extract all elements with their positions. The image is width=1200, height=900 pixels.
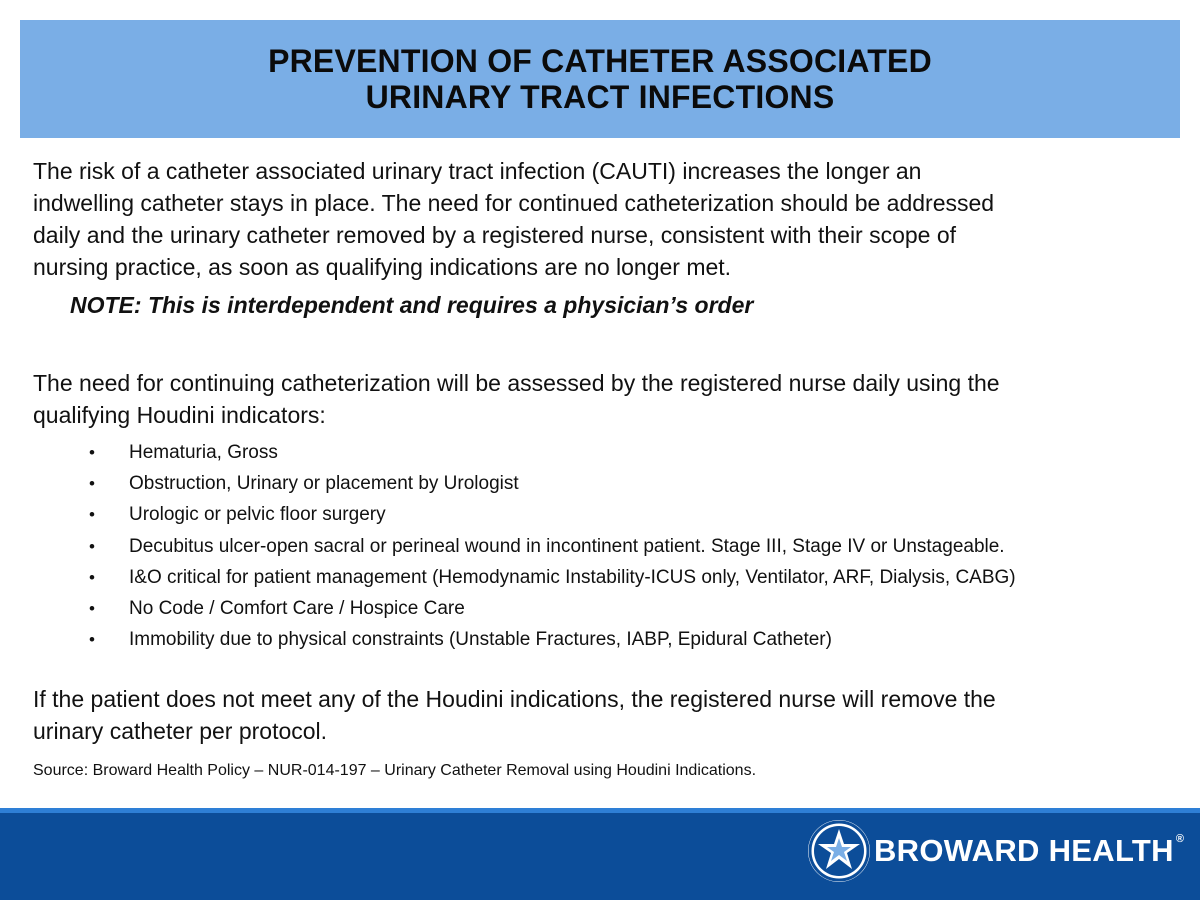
bullet-icon: •: [89, 536, 95, 556]
page-title-line-1: PREVENTION OF CATHETER ASSOCIATED: [268, 43, 932, 79]
physician-order-note: NOTE: This is interdependent and requires a physician’s order: [70, 292, 754, 318]
conclusion-paragraph: [33, 683, 1168, 747]
intro-line: nursing practice, as soon as qualifying indications are no longer met.: [33, 254, 732, 280]
list-item: [33, 531, 1168, 562]
source-citation: Source: Broward Health Policy – NUR-014-197 – Urinary Catheter Removal using Houdini Indications.: [33, 762, 757, 780]
indicator-text: Urologic or pelvic floor surgery: [129, 504, 386, 526]
broward-health-logo: [808, 820, 1184, 882]
conclusion-line: If the patient does not meet any of the Houdini indications, the registered nurse will remove the: [33, 686, 996, 713]
registered-mark: ®: [1175, 833, 1185, 845]
slide-content: [33, 155, 1168, 781]
bullet-icon: •: [89, 474, 95, 494]
brand-name: BROWARD HEALTH ®: [874, 833, 1185, 868]
intro-line: The risk of a catheter associated urinary tract infection (CAUTI) increases the longer an: [33, 158, 922, 184]
indicator-text: Obstruction, Urinary or placement by Urologist: [129, 473, 519, 495]
indicator-text: Decubitus ulcer-open sacral or perineal wound in incontinent patient. Stage III, Stage IV or Unstageable.: [129, 535, 1005, 557]
list-item: [33, 624, 1168, 655]
indicator-text: Hematuria, Gross: [129, 442, 278, 463]
intro-line: daily and the urinary catheter removed by a registered nurse, consistent with their scope of: [33, 222, 957, 248]
footer-divider: [0, 808, 1200, 813]
bullet-icon: •: [89, 630, 95, 650]
list-item: [33, 562, 1168, 593]
list-item: [33, 593, 1168, 624]
indicator-text: Immobility due to physical constraints (Unstable Fractures, IABP, Epidural Catheter): [129, 629, 832, 651]
page-title-line-2: URINARY TRACT INFECTIONS: [365, 79, 835, 115]
star-logo-icon: [808, 820, 870, 882]
list-item: [33, 499, 1168, 530]
houdini-indicator-list: [33, 437, 1168, 655]
footer-bar: [0, 808, 1200, 900]
title-banner: [20, 20, 1180, 138]
indicator-text: I&O critical for patient management (Hemodynamic Instability-ICUS only, Ventilator, ARF, Dialysis, CABG): [129, 566, 1016, 588]
bullet-icon: •: [89, 505, 95, 525]
bullet-icon: •: [89, 599, 95, 619]
bullet-icon: •: [89, 443, 95, 462]
bullet-icon: •: [89, 567, 95, 587]
assessment-line: qualifying Houdini indicators:: [33, 402, 326, 428]
intro-paragraph: [33, 155, 1168, 283]
list-item: [33, 468, 1168, 499]
intro-line: indwelling catheter stays in place. The need for continued catheterization should be addressed: [33, 190, 995, 216]
assessment-paragraph: [33, 367, 1168, 431]
list-item: [33, 437, 1168, 468]
indicator-text: No Code / Comfort Care / Hospice Care: [129, 598, 465, 620]
assessment-line: The need for continuing catheterization will be assessed by the registered nurse daily using the: [33, 370, 1000, 396]
conclusion-line: urinary catheter per protocol.: [33, 718, 328, 745]
